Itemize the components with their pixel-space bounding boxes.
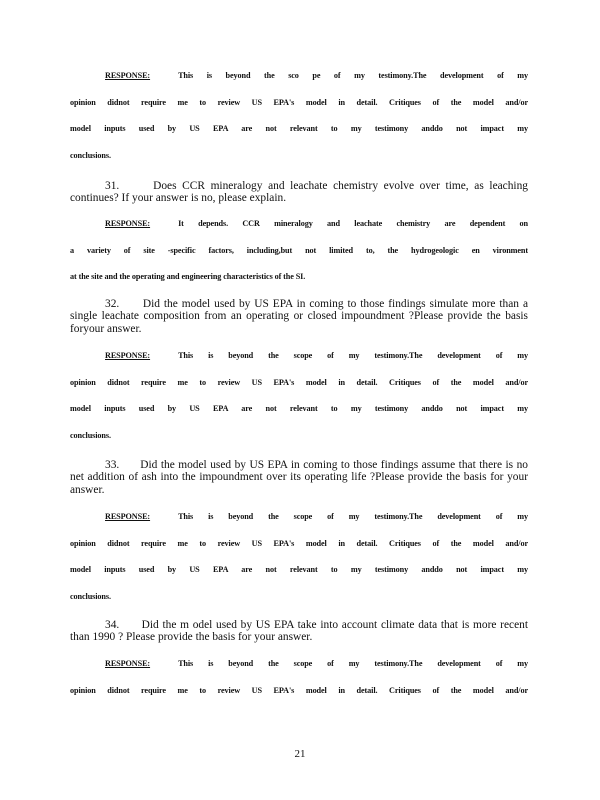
response-line: This is beyond the scope of my testimony.The development of my	[178, 512, 528, 521]
question-33	[70, 459, 528, 496]
question-text: Did the m odel used by US EPA take into account climate data that is more recent than 1990 ? Please provide the basis for your answer.	[70, 619, 528, 644]
response-line: This is beyond the sco pe of my testimony.The development of my	[178, 71, 528, 80]
response-line: opinion didnot require me to review US EPA's model in detail. Critiques of the model and/or	[70, 97, 528, 107]
response-line: at the site and the operating and engineering characteristics of the SI.	[70, 272, 306, 282]
response-block	[70, 504, 528, 610]
question-number: 32.	[105, 298, 120, 310]
question-text: Did the model used by US EPA in coming to those findings simulate more than a single leachate composition from an operating or closed impoundment ?Please provide the basis foryour answer.	[70, 298, 528, 335]
response-line: conclusions.	[70, 591, 111, 601]
response-label: RESPONSE:	[105, 219, 151, 228]
question-text: Does CCR mineralogy and leachate chemistry evolve over time, as leaching continues? If your answer is no, please explain.	[70, 180, 528, 205]
response-line: a variety of site -specific factors, including,but not limited to, the hydrogeologic en vironment	[70, 245, 528, 255]
response-label: RESPONSE:	[105, 351, 151, 360]
response-line: model inputs used by US EPA are not relevant to my testimony anddo not impact my	[70, 124, 528, 134]
question-number: 33.	[105, 459, 120, 471]
question-31	[70, 180, 528, 205]
response-block	[70, 63, 528, 169]
response-line: conclusions.	[70, 150, 111, 160]
response-block	[70, 211, 528, 291]
response-block	[70, 343, 528, 449]
response-line: This is beyond the scope of my testimony.The development of my	[178, 351, 528, 360]
response-line: model inputs used by US EPA are not relevant to my testimony anddo not impact my	[70, 404, 528, 414]
response-line: opinion didnot require me to review US EPA's model in detail. Critiques of the model and/or	[70, 377, 528, 387]
page-number: 21	[294, 748, 306, 760]
response-line: conclusions.	[70, 430, 111, 440]
response-line: It depends. CCR mineralogy and leachate chemistry are dependent on	[178, 219, 528, 228]
question-34	[70, 619, 528, 644]
question-number: 31.	[105, 180, 120, 192]
response-line: opinion didnot require me to review US EPA's model in detail. Critiques of the model and/or	[70, 538, 528, 548]
response-label: RESPONSE:	[105, 512, 151, 521]
response-line: This is beyond the scope of my testimony.The development of my	[178, 659, 528, 668]
response-line: opinion didnot require me to review US EPA's model in detail. Critiques of the model and/or	[70, 685, 528, 695]
question-32	[70, 298, 528, 335]
question-number: 34.	[105, 619, 120, 631]
response-label: RESPONSE:	[105, 659, 151, 668]
response-label: RESPONSE:	[105, 71, 151, 80]
response-block	[70, 651, 528, 704]
question-text: Did the model used by US EPA in coming to those findings assume that there is no net addition of ash into the impoundment over its operating life ?Please provide the basis for your answer.	[70, 459, 529, 496]
response-line: model inputs used by US EPA are not relevant to my testimony anddo not impact my	[70, 565, 528, 575]
